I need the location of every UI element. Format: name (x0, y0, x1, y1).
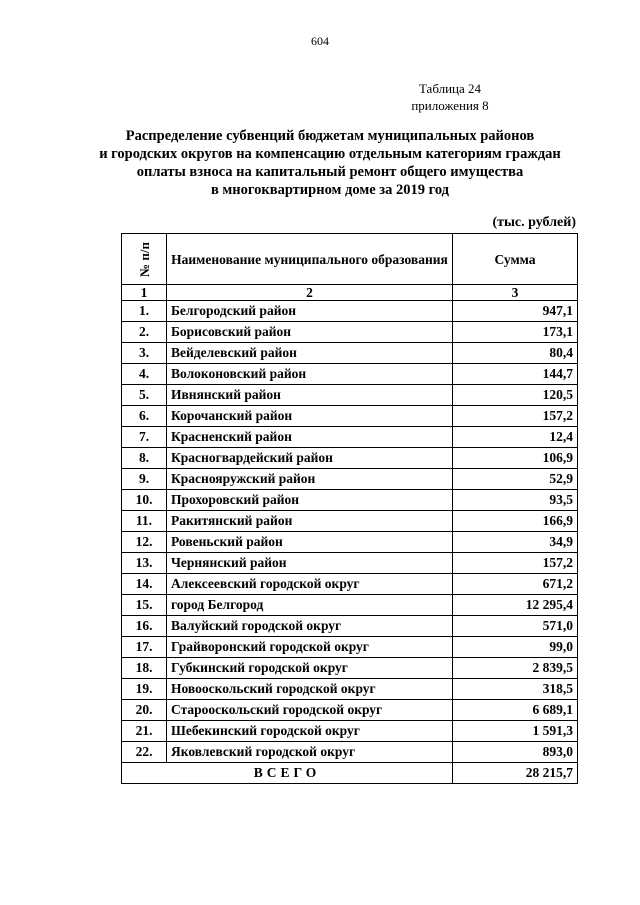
cell-name: Яковлевский городской округ (167, 742, 453, 763)
cell-name: Ровеньский район (167, 532, 453, 553)
table-row (122, 301, 578, 322)
cell-name: Шебекинский городской округ (167, 721, 453, 742)
cell-num: 3. (122, 343, 167, 364)
cell-name: Борисовский район (167, 322, 453, 343)
page-number: 604 (311, 34, 329, 48)
cell-num: 20. (122, 700, 167, 721)
table-row (122, 469, 578, 490)
cell-num: 10. (122, 490, 167, 511)
cell-name: Корочанский район (167, 406, 453, 427)
column-number: 1 (122, 285, 167, 301)
table-body (122, 301, 578, 763)
table-ref-line2: приложения 8 (411, 98, 489, 113)
cell-sum: 12 295,4 (453, 595, 578, 616)
cell-name: город Белгород (167, 595, 453, 616)
total-sum: 28 215,7 (453, 763, 578, 784)
cell-name: Губкинский городской округ (167, 658, 453, 679)
cell-name: Краснояружский район (167, 469, 453, 490)
cell-name: Волоконовский район (167, 364, 453, 385)
cell-num: 2. (122, 322, 167, 343)
table-row (122, 553, 578, 574)
cell-name: Валуйский городской округ (167, 616, 453, 637)
table-row (122, 595, 578, 616)
title-line4: в многоквартирном доме за 2019 год (210, 182, 450, 198)
cell-sum: 34,9 (453, 532, 578, 553)
cell-sum: 120,5 (453, 385, 578, 406)
table-row (122, 574, 578, 595)
table-ref-line1: Таблица 24 (418, 81, 482, 96)
cell-num: 14. (122, 574, 167, 595)
column-numbers-row (122, 285, 578, 301)
table-row (122, 679, 578, 700)
cell-sum: 106,9 (453, 448, 578, 469)
cell-sum: 318,5 (453, 679, 578, 700)
cell-num: 5. (122, 385, 167, 406)
cell-name: Чернянский район (167, 553, 453, 574)
cell-sum: 52,9 (453, 469, 578, 490)
table-row (122, 406, 578, 427)
cell-name: Вейделевский район (167, 343, 453, 364)
table-reference (380, 80, 520, 114)
cell-sum: 80,4 (453, 343, 578, 364)
cell-num: 6. (122, 406, 167, 427)
cell-sum: 157,2 (453, 406, 578, 427)
cell-num: 11. (122, 511, 167, 532)
table-row (122, 658, 578, 679)
cell-num: 21. (122, 721, 167, 742)
table-row (122, 343, 578, 364)
table-row (122, 322, 578, 343)
cell-sum: 12,4 (453, 427, 578, 448)
table-header-row (122, 234, 578, 285)
cell-name: Красненский район (167, 427, 453, 448)
subsidy-table (121, 233, 578, 784)
cell-sum: 893,0 (453, 742, 578, 763)
cell-num: 4. (122, 364, 167, 385)
cell-num: 9. (122, 469, 167, 490)
cell-name: Алексеевский городской округ (167, 574, 453, 595)
header-num-label: № п/п (136, 241, 152, 277)
table-row (122, 490, 578, 511)
header-num (122, 234, 167, 285)
document-title (80, 127, 580, 199)
units-label: (тыс. рублей) (492, 215, 576, 230)
cell-name: Прохоровский район (167, 490, 453, 511)
cell-num: 12. (122, 532, 167, 553)
cell-name: Ивнянский район (167, 385, 453, 406)
cell-name: Красногвардейский район (167, 448, 453, 469)
cell-num: 8. (122, 448, 167, 469)
column-number: 3 (453, 285, 578, 301)
table-row (122, 721, 578, 742)
cell-name: Новооскольский городской округ (167, 679, 453, 700)
cell-name: Ракитянский район (167, 511, 453, 532)
cell-num: 13. (122, 553, 167, 574)
cell-sum: 2 839,5 (453, 658, 578, 679)
cell-sum: 1 591,3 (453, 721, 578, 742)
cell-sum: 144,7 (453, 364, 578, 385)
table-row (122, 616, 578, 637)
cell-sum: 99,0 (453, 637, 578, 658)
table-row (122, 511, 578, 532)
title-line2: и городских округов на компенсацию отдельным категориям граждан (99, 146, 561, 162)
table-row (122, 637, 578, 658)
table-row (122, 364, 578, 385)
title-line3: оплаты взноса на капитальный ремонт общего имущества (136, 164, 524, 180)
cell-sum: 6 689,1 (453, 700, 578, 721)
cell-num: 1. (122, 301, 167, 322)
table-row (122, 448, 578, 469)
cell-num: 22. (122, 742, 167, 763)
cell-sum: 93,5 (453, 490, 578, 511)
table-row (122, 742, 578, 763)
cell-sum: 157,2 (453, 553, 578, 574)
cell-name: Белгородский район (167, 301, 453, 322)
cell-sum: 173,1 (453, 322, 578, 343)
column-number: 2 (167, 285, 453, 301)
cell-sum: 947,1 (453, 301, 578, 322)
table-row (122, 532, 578, 553)
table-row (122, 700, 578, 721)
cell-num: 15. (122, 595, 167, 616)
cell-sum: 166,9 (453, 511, 578, 532)
cell-sum: 571,0 (453, 616, 578, 637)
table-row (122, 427, 578, 448)
header-sum: Сумма (453, 234, 578, 285)
cell-num: 19. (122, 679, 167, 700)
cell-num: 16. (122, 616, 167, 637)
cell-num: 7. (122, 427, 167, 448)
header-name: Наименование муниципального образования (167, 234, 453, 285)
cell-num: 17. (122, 637, 167, 658)
cell-sum: 671,2 (453, 574, 578, 595)
total-label: ВСЕГО (122, 763, 453, 784)
cell-name: Старооскольский городской округ (167, 700, 453, 721)
total-row (122, 763, 578, 784)
cell-name: Грайворонский городской округ (167, 637, 453, 658)
cell-num: 18. (122, 658, 167, 679)
table-row (122, 385, 578, 406)
title-line1: Распределение субвенций бюджетам муниципальных районов (125, 128, 535, 144)
